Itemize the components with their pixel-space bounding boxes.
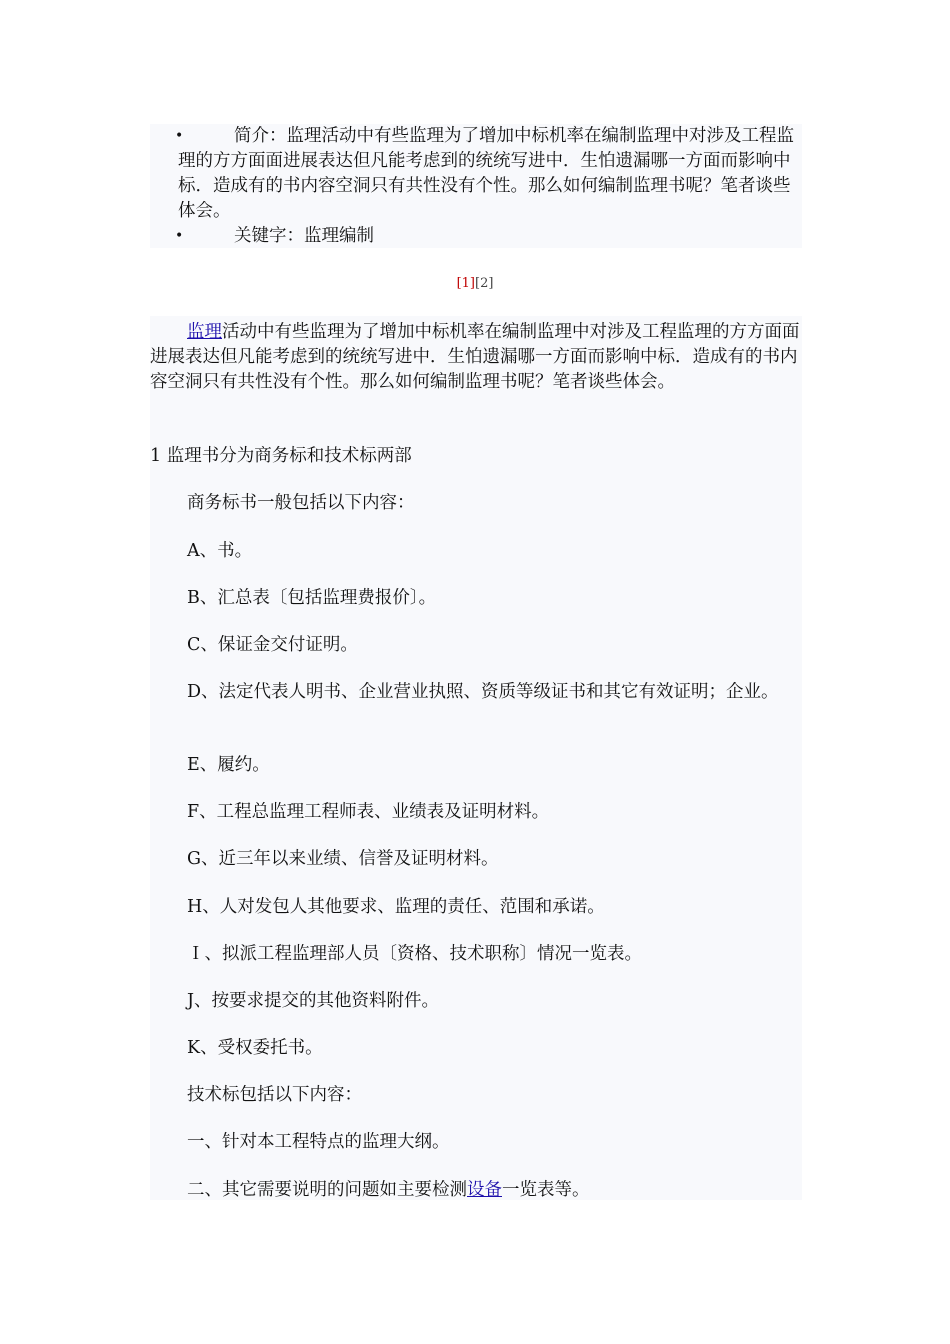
technical-item-2-text: 二、其它需要说明的问题如主要检测	[187, 1180, 467, 1200]
summary-intro-label: 简介：	[234, 126, 287, 146]
item-f: F、工程总监理工程师表、业绩表及证明材料。	[187, 802, 550, 822]
item-a: A、书。	[187, 541, 253, 561]
item-g: G、近三年以来业绩、信誉及证明材料。	[187, 849, 499, 869]
bullet-icon: •	[175, 128, 184, 144]
item-e: E、履约。	[187, 755, 270, 775]
summary-keywords-text: 监理编制	[304, 226, 374, 246]
item-i: Ｉ、拟派工程监理部人员〔资格、技术职称〕情况一览表。	[187, 944, 642, 964]
summary-keywords-item	[150, 224, 802, 249]
page-2-link[interactable]: [2]	[475, 276, 494, 291]
summary-intro-wrapper	[178, 124, 802, 224]
summary-intro-item	[150, 124, 802, 224]
technical-item-2	[150, 1178, 802, 1203]
page-1-link[interactable]: [1]	[456, 276, 475, 291]
technical-item-1: 一、针对本工程特点的监理大纲。	[187, 1132, 450, 1152]
item-d: D、法定代表人明书、企业营业执照、资质等级证书和其它有效证明；企业。	[187, 682, 779, 702]
summary-panel	[150, 124, 802, 248]
intro-paragraph	[150, 320, 802, 395]
technical-item-2-suffix: 一览表等。	[502, 1180, 590, 1200]
summary-keywords-label: 关键字：	[234, 226, 304, 246]
commercial-intro: 商务标书一般包括以下内容：	[187, 493, 415, 513]
pagination	[0, 276, 950, 291]
section-heading: 1 监理书分为商务标和技术标两部	[150, 446, 412, 466]
intro-text: 活动中有些监理为了增加中标机率在编制监理中对涉及工程监理的方方面面进展表达但凡能考虑到的统统写进中．生怕遗漏哪一方面而影响中标．造成有的书内容空洞只有共性没有个性。那么如何编制监理书呢？笔者谈些体会。	[150, 322, 800, 392]
summary-list	[150, 124, 802, 249]
supervision-link[interactable]: 监理	[187, 322, 222, 342]
item-c: C、保证金交付证明。	[187, 635, 358, 655]
item-b: B、汇总表〔包括监理费报价〕。	[187, 588, 437, 608]
equipment-link[interactable]: 设备	[467, 1180, 502, 1200]
bullet-icon: •	[175, 228, 184, 244]
item-h: H、人对发包人其他要求、监理的责任、范围和承诺。	[187, 897, 605, 917]
item-j: J、按要求提交的其他资料附件。	[187, 991, 440, 1011]
technical-intro: 技术标包括以下内容：	[187, 1085, 362, 1105]
summary-intro-text: 监理活动中有些监理为了增加中标机率在编制监理中对涉及工程监理的方方面面进展表达但凡能考虑到的统统写进中．生怕遗漏哪一方面而影响中标．造成有的书内容空洞只有共性没有个性。那么如何编制监理书呢？笔者谈些体会。	[178, 126, 794, 221]
item-k: K、受权委托书。	[187, 1038, 323, 1058]
